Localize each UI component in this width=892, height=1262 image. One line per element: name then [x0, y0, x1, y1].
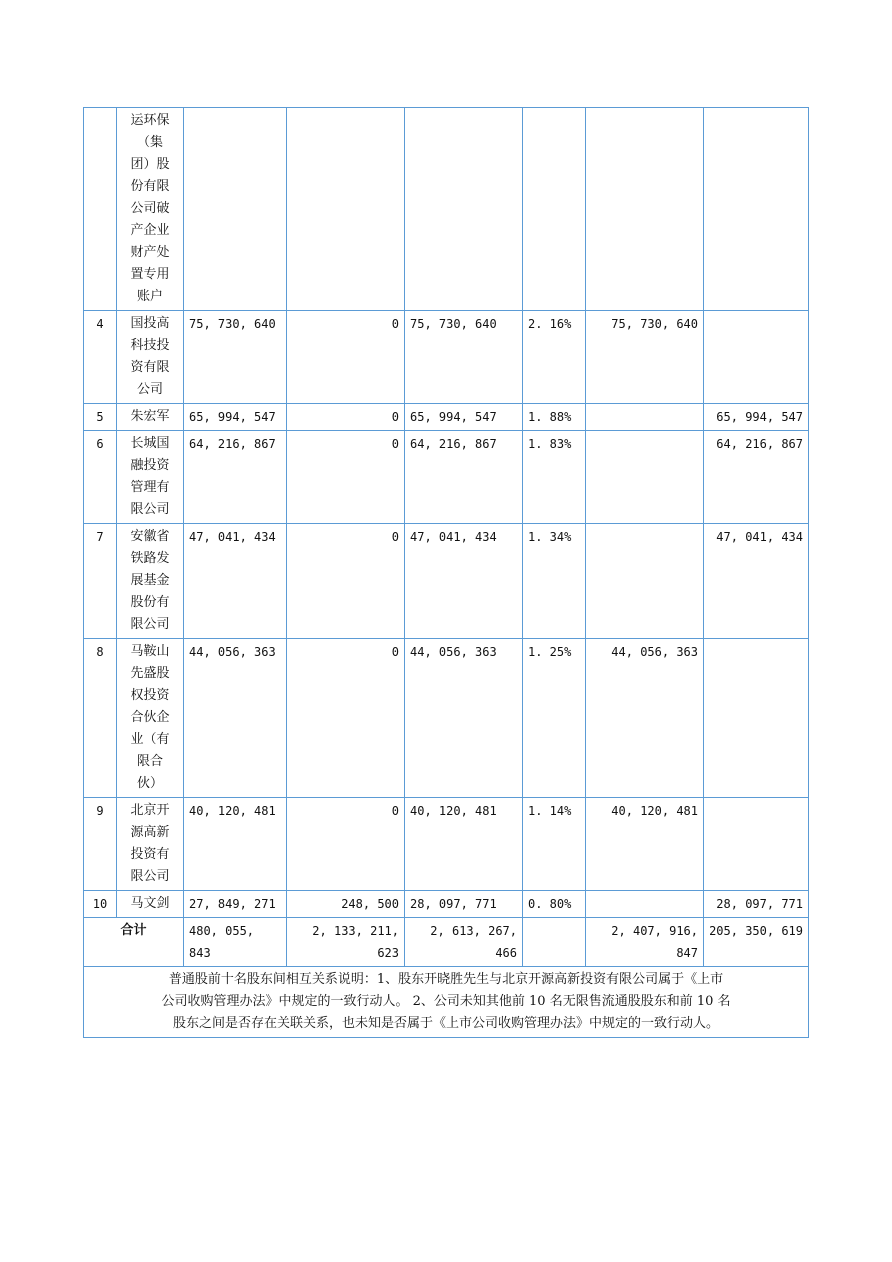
value-cell-5: 44, 056, 363 [586, 639, 704, 798]
name-line: 限合 [136, 754, 163, 769]
name-line: 限公司 [130, 502, 170, 517]
name-line: 融投资 [130, 458, 170, 473]
value-cell-2: 248, 500 [287, 891, 405, 918]
value-cell-5 [586, 108, 704, 311]
name-line: 份有限 [130, 179, 170, 194]
value-cell-4: 2. 16% [523, 311, 586, 404]
note-line: 普通股前十名股东间相互关系说明：1、股东开晓胜先生与北京开源高新投资有限公司属于《上市 [168, 972, 724, 987]
name-line: 公司 [136, 382, 163, 397]
shareholder-name-cell [117, 639, 184, 798]
value-cell-1: 44, 056, 363 [184, 639, 287, 798]
value-cell-2: 0 [287, 639, 405, 798]
name-line: 权投资 [130, 688, 170, 703]
name-line: 财产处 [130, 245, 170, 260]
name-line: 置专用 [130, 267, 170, 282]
name-line: 马鞍山 [130, 644, 170, 659]
shareholder-name-cell [117, 431, 184, 524]
name-line: 业（有 [130, 732, 170, 747]
name-line: 限公司 [130, 617, 170, 632]
value-cell-4: 0. 80% [523, 891, 586, 918]
table-row [84, 524, 809, 639]
value-cell-1: 65, 994, 547 [184, 404, 287, 431]
name-line: 团）股 [130, 157, 170, 172]
rank-cell: 4 [84, 311, 117, 404]
name-line: 合伙企 [130, 710, 170, 725]
value-cell-3: 75, 730, 640 [405, 311, 523, 404]
name-line: 资有限 [130, 360, 170, 375]
value-cell-4: 1. 83% [523, 431, 586, 524]
shareholder-name-cell [117, 311, 184, 404]
value-cell-5 [586, 891, 704, 918]
rank-cell: 10 [84, 891, 117, 918]
value-cell-4: 1. 25% [523, 639, 586, 798]
value-cell-4: 1. 34% [523, 524, 586, 639]
value-cell-3 [405, 108, 523, 311]
name-line: 管理有 [130, 480, 170, 495]
shareholder-name-cell [117, 798, 184, 891]
table-row [84, 108, 809, 311]
rank-cell: 9 [84, 798, 117, 891]
name-line: 源高新 [130, 825, 170, 840]
value-cell-3: 40, 120, 481 [405, 798, 523, 891]
name-line: 股份有 [130, 595, 170, 610]
value-cell-2: 0 [287, 798, 405, 891]
value-cell-1 [184, 108, 287, 311]
name-line: 投资有 [130, 847, 170, 862]
value-cell-3: 28, 097, 771 [405, 891, 523, 918]
value-cell-5 [586, 524, 704, 639]
value-cell-2: 0 [287, 524, 405, 639]
rank-cell: 8 [84, 639, 117, 798]
value-cell-5: 40, 120, 481 [586, 798, 704, 891]
name-line: （集 [136, 135, 163, 150]
value-cell-2 [287, 108, 405, 311]
shareholder-table [83, 107, 809, 1038]
name-line: 运环保 [130, 113, 170, 128]
value-cell-6: 65, 994, 547 [704, 404, 809, 431]
name-line: 产企业 [130, 223, 170, 238]
value-cell-6: 28, 097, 771 [704, 891, 809, 918]
note-line: 公司收购管理办法》中规定的一致行动人。 2、公司未知其他前 10 名无限售流通股股东和前 10 名 [161, 994, 731, 1009]
value-cell-3: 65, 994, 547 [405, 404, 523, 431]
value-cell-5: 75, 730, 640 [586, 311, 704, 404]
name-line: 限公司 [130, 869, 170, 884]
rank-cell [84, 108, 117, 311]
value-cell-1: 75, 730, 640 [184, 311, 287, 404]
total-cell-5: 2, 407, 916, 847 [586, 918, 704, 967]
rank-cell: 7 [84, 524, 117, 639]
shareholder-name-cell [117, 524, 184, 639]
name-line: 先盛股 [130, 666, 170, 681]
total-cell-3: 2, 613, 267, 466 [405, 918, 523, 967]
relationship-note [84, 967, 809, 1038]
total-cell-6: 205, 350, 619 [704, 918, 809, 967]
name-line: 北京开 [130, 803, 170, 818]
total-cell-2: 2, 133, 211, 623 [287, 918, 405, 967]
value-cell-1: 64, 216, 867 [184, 431, 287, 524]
name-line: 展基金 [130, 573, 170, 588]
name-line: 朱宏军 [130, 409, 170, 424]
value-cell-4 [523, 108, 586, 311]
value-cell-5 [586, 431, 704, 524]
value-cell-6 [704, 311, 809, 404]
value-cell-5 [586, 404, 704, 431]
name-line: 账户 [136, 289, 163, 304]
value-cell-3: 64, 216, 867 [405, 431, 523, 524]
value-cell-6 [704, 798, 809, 891]
value-cell-2: 0 [287, 431, 405, 524]
value-cell-6: 64, 216, 867 [704, 431, 809, 524]
value-cell-2: 0 [287, 404, 405, 431]
name-line: 国投高 [130, 316, 170, 331]
name-line: 铁路发 [130, 551, 170, 566]
name-line: 长城国 [130, 436, 170, 451]
shareholder-name-cell [117, 891, 184, 918]
shareholder-name-cell [117, 404, 184, 431]
total-label: 合计 [84, 918, 184, 967]
rank-cell: 5 [84, 404, 117, 431]
value-cell-4: 1. 88% [523, 404, 586, 431]
value-cell-1: 27, 849, 271 [184, 891, 287, 918]
value-cell-3: 44, 056, 363 [405, 639, 523, 798]
table-row [84, 311, 809, 404]
name-line: 安徽省 [130, 529, 170, 544]
value-cell-2: 0 [287, 311, 405, 404]
name-line: 马文剑 [130, 896, 170, 911]
value-cell-3: 47, 041, 434 [405, 524, 523, 639]
rank-cell: 6 [84, 431, 117, 524]
shareholder-name-cell [117, 108, 184, 311]
note-line: 股东之间是否存在关联关系，也未知是否属于《上市公司收购管理办法》中规定的一致行动人。 [172, 1016, 719, 1031]
table-row [84, 891, 809, 918]
note-row [84, 967, 809, 1038]
name-line: 科技投 [130, 338, 170, 353]
table-row [84, 798, 809, 891]
name-line: 公司破 [130, 201, 170, 216]
value-cell-1: 47, 041, 434 [184, 524, 287, 639]
table-body [84, 108, 809, 918]
total-cell-1: 480, 055, 843 [184, 918, 287, 967]
value-cell-6 [704, 108, 809, 311]
total-row [84, 918, 809, 967]
table-row [84, 404, 809, 431]
name-line: 伙） [136, 776, 163, 791]
table-row [84, 431, 809, 524]
value-cell-6 [704, 639, 809, 798]
value-cell-4: 1. 14% [523, 798, 586, 891]
value-cell-6: 47, 041, 434 [704, 524, 809, 639]
total-cell-4 [523, 918, 586, 967]
table-row [84, 639, 809, 798]
value-cell-1: 40, 120, 481 [184, 798, 287, 891]
